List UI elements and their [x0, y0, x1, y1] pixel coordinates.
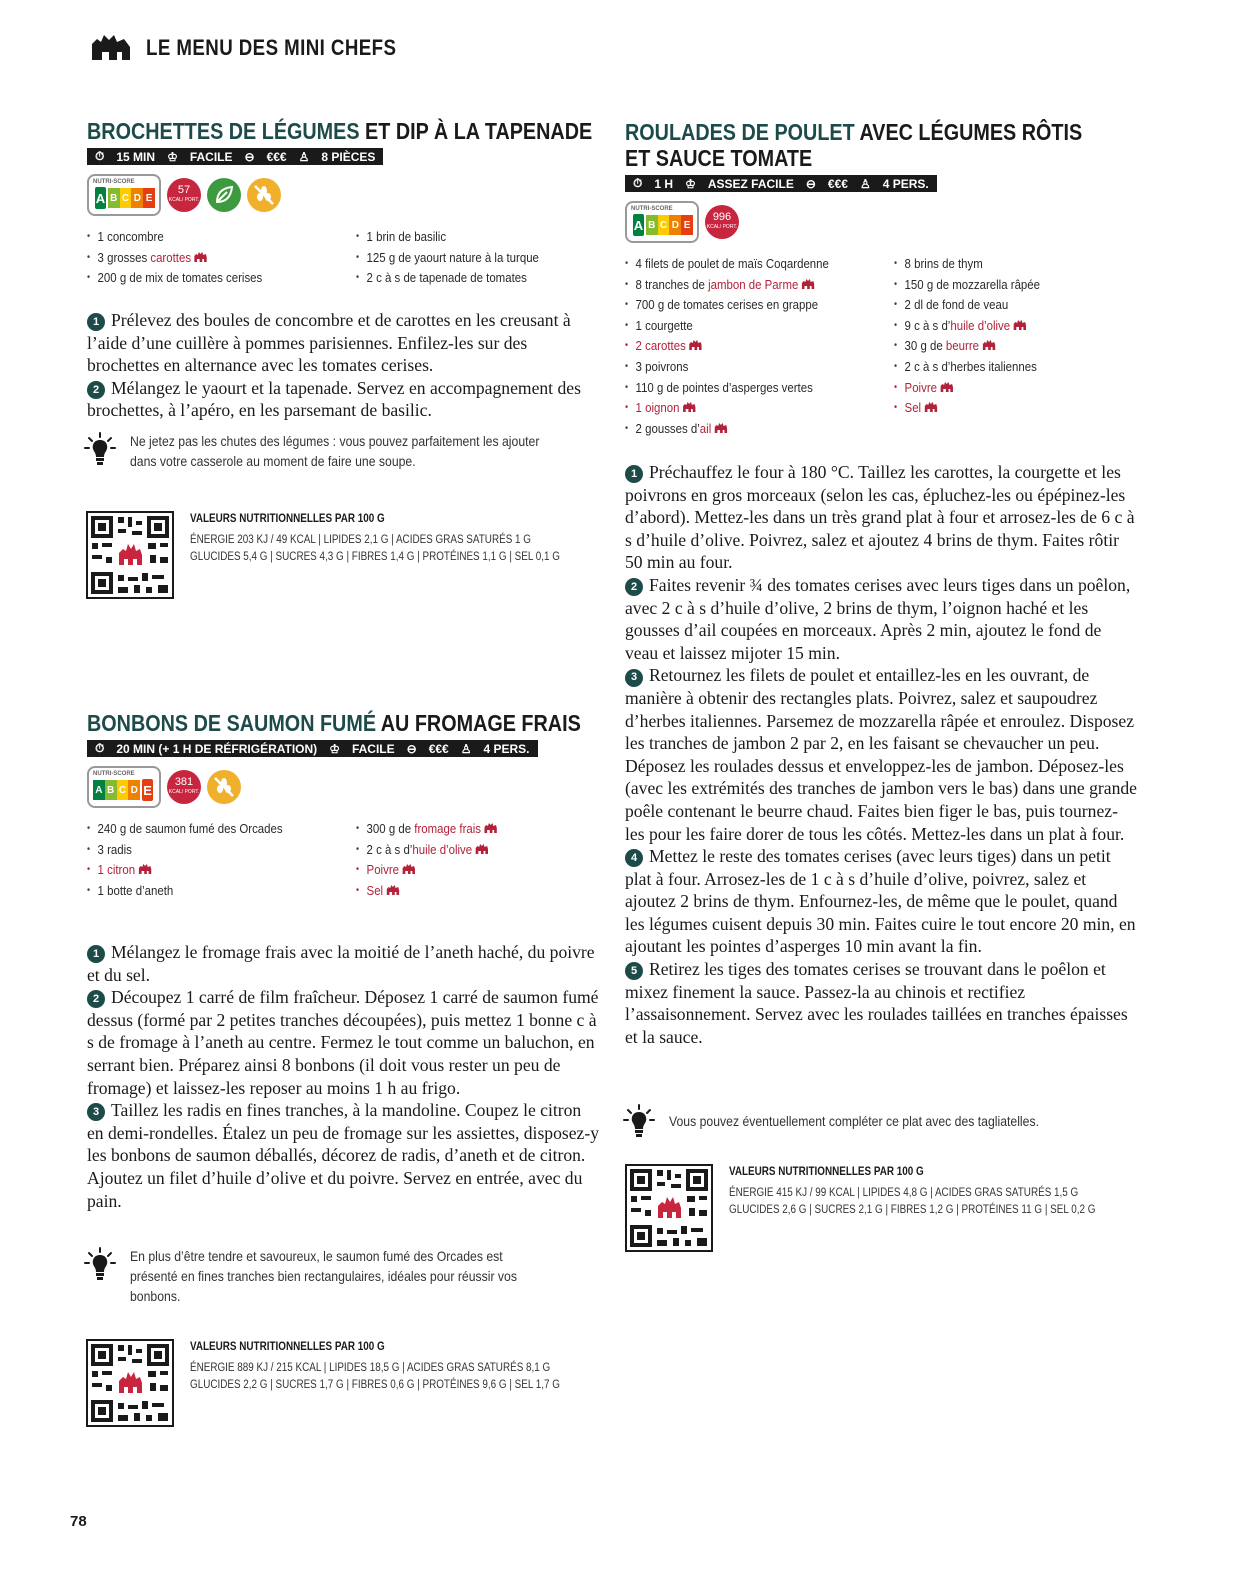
list-item: [625, 254, 829, 275]
local-product-text: 2 carottes: [635, 338, 686, 354]
list-item: [87, 881, 283, 902]
ingredient-text: 2 dl de fond de veau: [904, 297, 1009, 313]
local-lion-icon: [386, 884, 400, 896]
step: [625, 461, 1137, 574]
recipe3-ingredients-right: [894, 254, 1040, 419]
nutriscore-label: NUTRI-SCORE: [93, 771, 135, 777]
local-lion-icon: [194, 251, 208, 263]
nutriscore-grade-e: E: [143, 188, 155, 208]
kcal-unit: KCAL/ PORT.: [168, 789, 200, 795]
local-product-text: Poivre: [904, 379, 937, 395]
step-number: 3: [87, 1103, 105, 1121]
ingredient-text: 30 g de: [904, 338, 946, 354]
recipe1-badges: [87, 174, 281, 216]
recipe1-steps: [87, 309, 602, 422]
nutriscore-grade-b: B: [646, 215, 658, 235]
list-item: [87, 819, 283, 840]
price-icon: ⊖: [805, 176, 816, 191]
list-item: [894, 275, 1040, 296]
nutrition-line: ÉNERGIE 889 KJ / 215 KCAL | LIPIDES 18,5 G | ACIDES GRAS SATURÉS 8,1 G: [190, 1362, 551, 1374]
person-icon: ♙: [859, 176, 871, 191]
nutrition-line: GLUCIDES 5,4 G | SUCRES 4,3 G | FIBRES 1,4 G | PROTÉINES 1,1 G | SEL 0,1 G: [190, 551, 560, 563]
local-lion-icon: [402, 863, 416, 875]
step-text: Découpez 1 carré de film fraîcheur. Déposez 1 carré de saumon fumé dessus (formé par 2 petites tranches découpées), puis mettez 1 bonne c à s de fromage à l’aneth au centre. Fermez le tout comme un baluchon, en serrant bien. Préparez ainsi 8 bonbons (il doit vous rester un peu de fromage) et laissez-les reposer au moins 1 h au frigo.: [87, 987, 599, 1098]
ingredient-text: 9 c à s d’: [904, 317, 951, 333]
nutriscore-grade-c: C: [120, 188, 132, 208]
ingredient-text: 1 botte d’aneth: [97, 882, 174, 898]
recipe2-difficulty: FACILE: [351, 741, 395, 756]
step-number: 4: [625, 849, 643, 867]
list-item: [356, 860, 498, 881]
step-number: 5: [625, 962, 643, 980]
price-icon: ⊖: [244, 149, 255, 164]
kcal-badge: [705, 205, 739, 239]
ingredient-qty: 3 grosses: [97, 249, 151, 265]
list-item: [894, 254, 1040, 275]
recipe2-badges: [87, 766, 241, 808]
step-number: 2: [87, 381, 105, 399]
lightbulb-icon: [623, 1104, 655, 1140]
recipe3-title-sub: AVEC LÉGUMES RÔTIS: [854, 119, 1083, 145]
recipe2-title: [87, 710, 581, 736]
ingredient-text: 110 g de pointes d’asperges vertes: [635, 379, 813, 395]
step-number: 2: [87, 990, 105, 1008]
person-icon: ♙: [460, 741, 472, 756]
step: [625, 664, 1137, 845]
kcal-unit: KCAL/ PORT.: [706, 224, 738, 230]
local-product-text: carottes: [150, 249, 192, 265]
kcal-value: 57: [177, 184, 191, 196]
list-item: [625, 357, 829, 378]
list-item: [894, 295, 1040, 316]
step-text: Retirez les tiges des tomates cerises se trouvant dans le poêlon et mixez finement la sauce. Passez-la au chinois et rectifiez l’assaisonnement. Servez avec les roulades taillées en tranches épaisses et la sauce.: [625, 959, 1128, 1047]
list-item: • 125 g de yaourt nature à la turque: [356, 248, 539, 269]
lightbulb-icon: [84, 1247, 116, 1283]
clock-icon: ⏱: [633, 176, 643, 190]
nutriscore-grade-d: D: [669, 215, 681, 235]
recipe3-difficulty: ASSEZ FACILE: [707, 176, 794, 191]
step-text: Retournez les filets de poulet et entaillez-les en les ouvrant, de manière à obtenir des rectangles plats. Poivrez, salez et saupoudrez d’herbes italiennes. Parsemez de mozzarella râpée et enroulez. Disposez les tranches de jambon 2 par 2, en les faisant se chevaucher un peu. Déposez les roulades dessus et enveloppez-les de jambon. Déposez-les (avec les extrémités des tranches de jambon vers le bas) dans une grande poêle contenant le beurre chaud. Faites bien figer le bas, puis tournez-les pour les faire dorer de tous les côtés. Mettez-les dans un plat à four.: [625, 665, 1137, 844]
recipe1-difficulty: FACILE: [189, 149, 233, 164]
chef-hat-icon: ♔: [685, 176, 696, 191]
recipe2-title-sub: AU FROMAGE FRAIS: [376, 710, 581, 736]
local-product-text: Sel: [904, 400, 922, 416]
local-product-text: fromage frais: [414, 821, 482, 836]
price-icon: ⊖: [406, 741, 417, 756]
list-item: • 2 c à s de tapenade de tomates: [356, 268, 539, 289]
recipe2-ingredients-right: [356, 819, 498, 901]
recipe1-title: [87, 118, 592, 144]
recipe2-steps: [87, 941, 602, 1212]
list-item: [894, 336, 1040, 357]
person-icon: ♙: [298, 149, 310, 164]
recipe2-nutrition: [86, 1339, 620, 1427]
list-item: [894, 357, 1040, 378]
recipe1-meta: [87, 148, 383, 165]
list-item: • 1 brin de basilic: [356, 227, 539, 248]
tip-text: Vous pouvez éventuellement compléter ce plat avec des tagliatelles.: [669, 1114, 1039, 1129]
step-text: Mélangez le fromage frais avec la moitié de l’aneth haché, du poivre et du sel.: [87, 942, 595, 985]
recipe2-ingredients-left: [87, 819, 283, 901]
page-header: [90, 34, 441, 62]
local-product-text: 1 citron: [97, 862, 136, 878]
local-product-text: beurre: [945, 338, 979, 354]
nutriscore-badge: [87, 174, 161, 216]
ingredient-text: 2 c à s d’herbes italiennes: [904, 358, 1037, 374]
nutriscore-grade-a: A: [631, 212, 646, 238]
list-item: [625, 419, 829, 440]
kcal-value: 996: [712, 211, 732, 223]
list-item: [356, 840, 498, 861]
nutrition-heading: VALEURS NUTRITIONNELLES PAR 100 G: [729, 1166, 924, 1178]
recipe2-price: €€€: [428, 741, 449, 756]
ingredient-text: 240 g de saumon fumé des Orcades: [97, 821, 283, 836]
step-text: Mélangez le yaourt et la tapenade. Servez en accompagnement des brochettes, à l’apéro, en les parsemant de basilic.: [87, 377, 581, 421]
ingredient-text: 3 poivrons: [635, 358, 689, 374]
list-item: [894, 378, 1040, 399]
local-product-text: ail: [699, 420, 712, 436]
local-lion-icon: [982, 339, 996, 351]
recipe3-title-main: ROULADES DE POULET: [625, 119, 855, 145]
recipe3-badges: [625, 201, 739, 243]
recipe2-tip: [84, 1247, 594, 1307]
step-text: Mettez le reste des tomates cerises (avec leurs tiges) dans un petit plat à four. Arrosez-les de 1 c à s d’huile d’olive, poivrez, salez et ajoutez 2 brins de thym. Enfournez-les, de même que le poulet, quand les légumes cuisent depuis 30 min. Faites cuire le tout encore 20 min, en ajoutant les pointes d’asperges 10 min avant la fin.: [625, 846, 1136, 957]
nutriscore-label: NUTRI-SCORE: [631, 206, 673, 212]
list-item: [625, 378, 829, 399]
nutriscore-badge: [625, 201, 699, 243]
nutriscore-badge: [87, 766, 161, 808]
nutrition-values: [190, 1339, 560, 1427]
ingredient-text: 4 filets de poulet de maïs Coqardenne: [635, 256, 829, 271]
ingredient-text: 8 tranches de: [635, 276, 709, 292]
nutriscore-grade-a: A: [93, 780, 105, 800]
step-number: 1: [87, 313, 105, 331]
step-text: Faites revenir ¾ des tomates cerises avec leurs tiges dans un poêlon, avec 2 c à s d’huile d’olive, 2 brins de thym, l’oignon haché et les gousses d’ail coupées en morceaux. Après 2 min, ajoutez le fond de veau et laissez mijoter 15 min.: [625, 574, 1131, 663]
qr-code-icon[interactable]: [86, 511, 174, 599]
nutriscore-grade-d: D: [131, 188, 143, 208]
step: [87, 309, 602, 377]
step: [625, 958, 1137, 1048]
tip-text: Ne jetez pas les chutes des légumes : vous pouvez parfaitement les ajouter dans votre casserole au moment de faire une soupe.: [130, 434, 540, 469]
nutrition-line: ÉNERGIE 415 KJ / 99 KCAL | LIPIDES 4,8 G | ACIDES GRAS SATURÉS 1,5 G: [729, 1187, 1079, 1199]
nutrition-line: GLUCIDES 2,6 G | SUCRES 2,1 G | FIBRES 1,2 G | PROTÉINES 11 G | SEL 0,2 G: [729, 1204, 1096, 1216]
ingredient-text: 1 courgette: [635, 317, 693, 333]
lightbulb-icon: [84, 432, 116, 468]
kcal-unit: KCAL/ PORT.: [168, 197, 200, 203]
recipe1-title-sub: ET DIP À LA TAPENADE: [359, 118, 593, 144]
list-item: [356, 819, 498, 840]
recipe3-title: [625, 119, 1082, 171]
recipe2-portions: 4 PERS.: [483, 741, 530, 756]
recipe1-ingredients-left: [87, 227, 262, 289]
local-product-text: Poivre: [366, 862, 399, 878]
ingredient-text: 150 g de mozzarella râpée: [904, 276, 1041, 292]
kcal-badge: [167, 770, 201, 804]
list-item: [625, 295, 829, 316]
recipe1-time: 15 MIN: [116, 149, 156, 164]
page-title: LE MENU DES MINI CHEFS: [146, 35, 397, 60]
list-item: • 200 g de mix de tomates cerises: [87, 268, 262, 289]
ingredient-text: 2 c à s d’: [366, 841, 413, 857]
recipe3-meta: [625, 175, 937, 192]
nutriscore-grade-a: A: [93, 185, 108, 211]
local-lion-icon: [714, 422, 728, 434]
list-item: [894, 316, 1040, 337]
recipe1-portions: 8 PIÈCES: [321, 149, 376, 164]
chef-hat-icon: ♔: [329, 741, 340, 756]
ingredient-text: 2 gousses d’: [635, 420, 700, 436]
step-text: Préchauffez le four à 180 °C. Taillez les carottes, la courgette et les poivrons en gros morceaux (selon les cas, épluchez-les ou épépinez-les d’abord). Mettez-les dans un très grand plat à four et arrosez-les de 6 c à s d’huile d’olive. Poivrez, salez et ajoutez 4 brins de thym. Faites rôtir 50 min au four.: [625, 462, 1135, 573]
recipe1-price: €€€: [266, 149, 287, 164]
qr-code-icon[interactable]: [86, 1339, 174, 1427]
list-item: [87, 860, 283, 881]
nutriscore-label: NUTRI-SCORE: [93, 179, 135, 185]
recipe3-time: 1 H: [654, 176, 674, 191]
qr-code-icon[interactable]: [625, 1164, 713, 1252]
nutrition-line: ÉNERGIE 203 KJ / 49 KCAL | LIPIDES 2,1 G | ACIDES GRAS SATURÉS 1 G: [190, 534, 531, 546]
local-lion-icon: [484, 822, 498, 834]
nutrition-values: [729, 1164, 1095, 1252]
list-item: [87, 248, 262, 269]
local-lion-icon: [1013, 319, 1027, 331]
recipe3-portions: 4 PERS.: [882, 176, 929, 191]
recipe1-nutrition: [86, 511, 620, 599]
delhaize-lion-logo-icon: [90, 34, 132, 62]
recipe3-nutrition: [625, 1164, 1155, 1252]
step-text: Taillez les radis en fines tranches, à la mandoline. Coupez le citron en demi-rondelles. Étalez un peu de fromage sur les assiettes, disposez-y les bonbons de saumon déballés, décorez de radis, d’aneth et de citron. Ajoutez un filet d’huile d’olive et du poivre. Servez en entrée, avec du pain.: [87, 1100, 600, 1211]
local-lion-icon: [688, 339, 702, 351]
ingredient-text: 700 g de tomates cerises en grappe: [635, 297, 819, 313]
recipe3-title-line2: ET SAUCE TOMATE: [625, 145, 813, 171]
list-item: [356, 881, 498, 902]
list-item: [625, 336, 829, 357]
recipe3-ingredients-left: [625, 254, 829, 439]
local-lion-icon: [682, 401, 696, 413]
nutrition-line: GLUCIDES 2,2 G | SUCRES 1,7 G | FIBRES 0,6 G | PROTÉINES 9,6 G | SEL 1,7 G: [190, 1379, 560, 1391]
nutriscore-grade-b: B: [105, 780, 117, 800]
step: [87, 1099, 602, 1212]
kcal-badge: [167, 178, 201, 212]
step-text: Prélevez des boules de concombre et de carottes en les creusant à l’aide d’une cuillère à pommes parisiennes. Enfilez-les sur des brochettes en alternance avec les tomates cerises.: [87, 310, 571, 376]
vegetarian-leaf-icon: [207, 178, 241, 212]
recipe3-price: €€€: [827, 176, 848, 191]
local-lion-icon: [138, 863, 152, 875]
recipe1-tip: [84, 432, 594, 472]
step: [625, 845, 1137, 958]
kcal-value: 381: [174, 776, 194, 788]
list-item: [87, 840, 283, 861]
list-item: [625, 275, 829, 296]
step-number: 2: [625, 578, 643, 596]
recipe2-title-main: BONBONS DE SAUMON FUMÉ: [87, 710, 377, 736]
tip-text: En plus d’être tendre et savoureux, le saumon fumé des Orcades est présenté en fines tranches bien rectangulaires, idéales pour réussir vos bonbons.: [130, 1249, 517, 1304]
step: [625, 574, 1137, 664]
nutriscore-grade-d: D: [128, 780, 140, 800]
ingredient-text: 300 g de: [366, 821, 415, 836]
list-item: [625, 316, 829, 337]
nutrition-heading: VALEURS NUTRITIONNELLES PAR 100 G: [190, 1341, 385, 1353]
recipe3-tip: [623, 1104, 1133, 1140]
nutriscore-grade-e: E: [140, 777, 155, 803]
nutriscore-grade-c: C: [658, 215, 670, 235]
step-number: 1: [87, 945, 105, 963]
nutriscore-grade-c: C: [117, 780, 129, 800]
local-product-text: jambon de Parme: [708, 276, 799, 292]
ingredient-text: 8 brins de thym: [904, 256, 983, 271]
chef-hat-icon: ♔: [167, 149, 178, 164]
ingredient-text: 3 radis: [97, 841, 132, 857]
list-item: [625, 398, 829, 419]
local-product-text: huile d’olive: [412, 841, 473, 857]
recipe2-time: 20 MIN (+ 1 H DE RÉFRIGÉRATION): [116, 741, 318, 756]
gluten-free-icon: [247, 178, 281, 212]
local-lion-icon: [801, 278, 815, 290]
gluten-free-icon: [207, 770, 241, 804]
local-product-text: Sel: [366, 882, 384, 898]
clock-icon: ⏱: [95, 149, 105, 163]
step-number: 1: [625, 465, 643, 483]
nutriscore-grade-b: B: [108, 188, 120, 208]
nutrition-heading: VALEURS NUTRITIONNELLES PAR 100 G: [190, 513, 385, 525]
nutriscore-grade-e: E: [681, 215, 693, 235]
local-lion-icon: [924, 401, 938, 413]
recipe1-title-main: BROCHETTES DE LÉGUMES: [87, 118, 360, 144]
recipe2-meta: [87, 740, 538, 757]
step: [87, 941, 602, 986]
local-lion-icon: [475, 843, 489, 855]
step: [87, 986, 602, 1099]
recipe3-steps: [625, 461, 1137, 1048]
step: [87, 377, 602, 422]
local-product-text: huile d’olive: [950, 317, 1011, 333]
local-lion-icon: [940, 381, 954, 393]
page-number: 78: [70, 1513, 87, 1530]
local-product-text: 1 oignon: [635, 400, 680, 416]
clock-icon: ⏱: [95, 741, 105, 755]
list-item: [894, 398, 1040, 419]
list-item: • 1 concombre: [87, 227, 262, 248]
step-number: 3: [625, 669, 643, 687]
nutrition-values: [190, 511, 560, 599]
recipe1-ingredients-right: [356, 227, 539, 289]
